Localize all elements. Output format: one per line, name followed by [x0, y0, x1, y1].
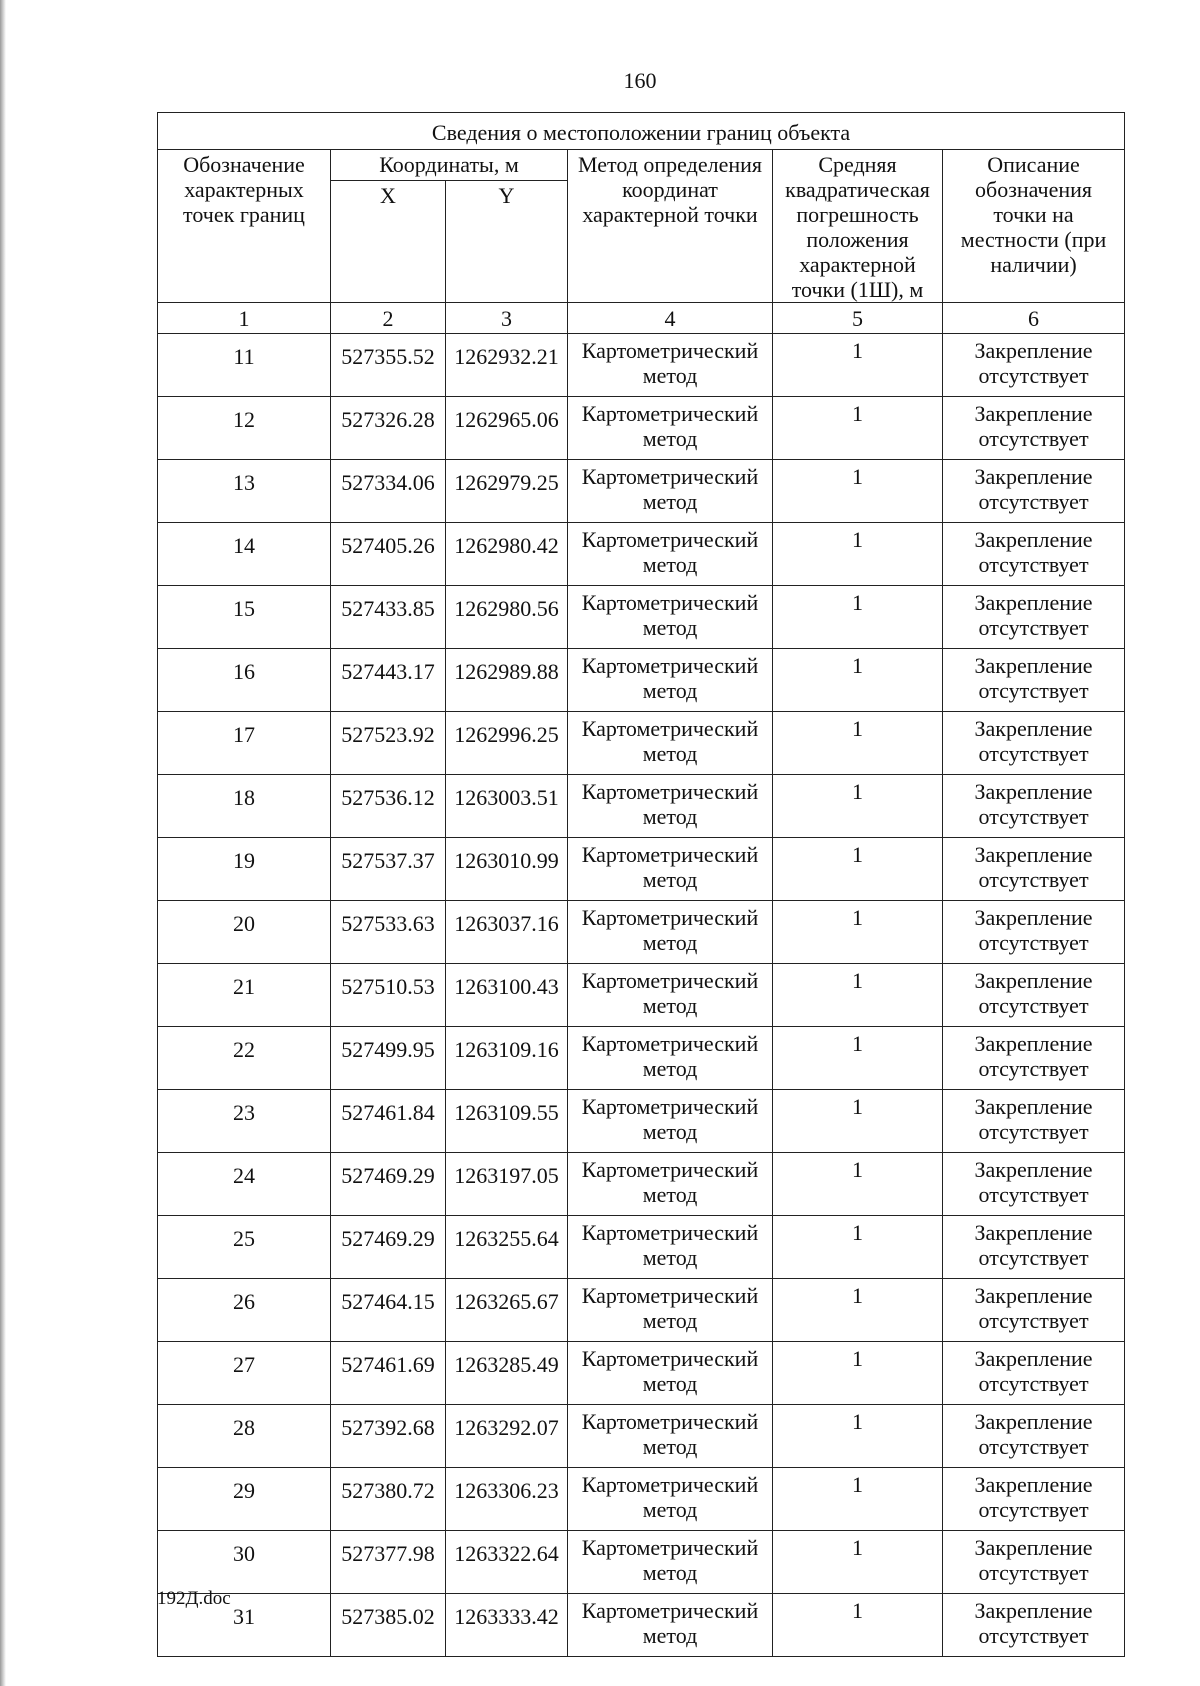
row-y: 1263306.23 — [446, 1468, 568, 1531]
row-y: 1263100.43 — [446, 964, 568, 1027]
row-y: 1263109.55 — [446, 1090, 568, 1153]
row-description: Закрепление отсутствует — [943, 1027, 1125, 1090]
row-y: 1262989.88 — [446, 649, 568, 712]
row-description: Закрепление отсутствует — [943, 1594, 1125, 1657]
row-description: Закрепление отсутствует — [943, 460, 1125, 523]
row-accuracy: 1 — [773, 1216, 943, 1279]
row-y: 1263197.05 — [446, 1153, 568, 1216]
row-x: 527469.29 — [331, 1153, 446, 1216]
row-point: 11 — [158, 334, 331, 397]
row-point: 24 — [158, 1153, 331, 1216]
row-x: 527443.17 — [331, 649, 446, 712]
row-point: 19 — [158, 838, 331, 901]
header-method: Метод определения координат характерной точки — [568, 150, 773, 303]
row-point: 22 — [158, 1027, 331, 1090]
table-body — [158, 334, 1125, 1657]
row-method: Картометрический метод — [568, 649, 773, 712]
table-row — [158, 1090, 1125, 1153]
row-point: 17 — [158, 712, 331, 775]
header-accuracy: Средняя квадратическая погрешность положения характерной точки (1Ш), м — [773, 150, 943, 303]
row-description: Закрепление отсутствует — [943, 586, 1125, 649]
table-row — [158, 712, 1125, 775]
table-row — [158, 838, 1125, 901]
row-point: 13 — [158, 460, 331, 523]
row-method: Картометрический метод — [568, 1342, 773, 1405]
table-row — [158, 1216, 1125, 1279]
table-row — [158, 334, 1125, 397]
column-number: 1 — [158, 303, 331, 334]
row-point: 16 — [158, 649, 331, 712]
row-x: 527469.29 — [331, 1216, 446, 1279]
row-method: Картометрический метод — [568, 334, 773, 397]
row-x: 527405.26 — [331, 523, 446, 586]
row-y: 1263322.64 — [446, 1531, 568, 1594]
row-method: Картометрический метод — [568, 964, 773, 1027]
row-accuracy: 1 — [773, 1531, 943, 1594]
row-y: 1262965.06 — [446, 397, 568, 460]
row-point: 15 — [158, 586, 331, 649]
row-y: 1263010.99 — [446, 838, 568, 901]
table-row — [158, 1342, 1125, 1405]
row-accuracy: 1 — [773, 649, 943, 712]
row-y: 1262980.56 — [446, 586, 568, 649]
row-x: 527536.12 — [331, 775, 446, 838]
row-description: Закрепление отсутствует — [943, 334, 1125, 397]
row-method: Картометрический метод — [568, 1153, 773, 1216]
row-x: 527392.68 — [331, 1405, 446, 1468]
row-accuracy: 1 — [773, 334, 943, 397]
row-method: Картометрический метод — [568, 1594, 773, 1657]
row-description: Закрепление отсутствует — [943, 1468, 1125, 1531]
row-accuracy: 1 — [773, 1468, 943, 1531]
row-x: 527499.95 — [331, 1027, 446, 1090]
row-point: 29 — [158, 1468, 331, 1531]
footer-filename: 192Д.doc — [157, 1588, 231, 1609]
row-y: 1263265.67 — [446, 1279, 568, 1342]
column-number: 4 — [568, 303, 773, 334]
row-y: 1263037.16 — [446, 901, 568, 964]
header-x: X — [331, 181, 446, 303]
table-row — [158, 1027, 1125, 1090]
row-accuracy: 1 — [773, 1594, 943, 1657]
header-point: Обозначение характерных точек границ — [158, 150, 331, 303]
row-accuracy: 1 — [773, 1342, 943, 1405]
row-x: 527355.52 — [331, 334, 446, 397]
row-description: Закрепление отсутствует — [943, 649, 1125, 712]
row-y: 1263003.51 — [446, 775, 568, 838]
row-y: 1263292.07 — [446, 1405, 568, 1468]
row-point: 31 — [158, 1594, 331, 1657]
row-method: Картометрический метод — [568, 901, 773, 964]
row-point: 23 — [158, 1090, 331, 1153]
row-y: 1263285.49 — [446, 1342, 568, 1405]
row-accuracy: 1 — [773, 1279, 943, 1342]
header-y: Y — [446, 181, 568, 303]
row-description: Закрепление отсутствует — [943, 1405, 1125, 1468]
row-x: 527533.63 — [331, 901, 446, 964]
row-description: Закрепление отсутствует — [943, 1153, 1125, 1216]
table-row — [158, 1279, 1125, 1342]
row-description: Закрепление отсутствует — [943, 901, 1125, 964]
row-x: 527334.06 — [331, 460, 446, 523]
row-accuracy: 1 — [773, 712, 943, 775]
row-description: Закрепление отсутствует — [943, 397, 1125, 460]
row-x: 527380.72 — [331, 1468, 446, 1531]
page-number: 160 — [623, 68, 657, 93]
row-x: 527537.37 — [331, 838, 446, 901]
row-description: Закрепление отсутствует — [943, 1342, 1125, 1405]
table-row — [158, 649, 1125, 712]
row-accuracy: 1 — [773, 1090, 943, 1153]
row-point: 12 — [158, 397, 331, 460]
row-x: 527510.53 — [331, 964, 446, 1027]
row-x: 527377.98 — [331, 1531, 446, 1594]
row-method: Картометрический метод — [568, 1090, 773, 1153]
row-accuracy: 1 — [773, 838, 943, 901]
row-x: 527464.15 — [331, 1279, 446, 1342]
row-description: Закрепление отсутствует — [943, 838, 1125, 901]
row-description: Закрепление отсутствует — [943, 1090, 1125, 1153]
table-caption: Сведения о местоположении границ объекта — [158, 113, 1125, 150]
column-number: 3 — [446, 303, 568, 334]
row-point: 27 — [158, 1342, 331, 1405]
table-row — [158, 1594, 1125, 1657]
row-description: Закрепление отсутствует — [943, 1216, 1125, 1279]
table-row — [158, 460, 1125, 523]
row-description: Закрепление отсутствует — [943, 964, 1125, 1027]
table-row — [158, 586, 1125, 649]
row-point: 20 — [158, 901, 331, 964]
row-x: 527461.69 — [331, 1342, 446, 1405]
row-accuracy: 1 — [773, 775, 943, 838]
row-method: Картометрический метод — [568, 1027, 773, 1090]
row-method: Картометрический метод — [568, 1531, 773, 1594]
row-x: 527461.84 — [331, 1090, 446, 1153]
row-y: 1262996.25 — [446, 712, 568, 775]
column-numbers-row — [158, 303, 1125, 334]
row-accuracy: 1 — [773, 901, 943, 964]
row-method: Картометрический метод — [568, 1279, 773, 1342]
row-y: 1263255.64 — [446, 1216, 568, 1279]
row-x: 527523.92 — [331, 712, 446, 775]
row-x: 527433.85 — [331, 586, 446, 649]
row-x: 527326.28 — [331, 397, 446, 460]
header-coords: Координаты, м — [331, 150, 568, 181]
row-y: 1262980.42 — [446, 523, 568, 586]
row-method: Картометрический метод — [568, 1468, 773, 1531]
row-method: Картометрический метод — [568, 1216, 773, 1279]
table-row — [158, 901, 1125, 964]
table-row — [158, 1405, 1125, 1468]
row-description: Закрепление отсутствует — [943, 712, 1125, 775]
row-method: Картометрический метод — [568, 523, 773, 586]
column-number: 6 — [943, 303, 1125, 334]
row-description: Закрепление отсутствует — [943, 775, 1125, 838]
boundary-points-table — [157, 112, 1125, 1657]
row-method: Картометрический метод — [568, 712, 773, 775]
column-number: 5 — [773, 303, 943, 334]
row-point: 26 — [158, 1279, 331, 1342]
table-row — [158, 523, 1125, 586]
row-accuracy: 1 — [773, 460, 943, 523]
row-point: 14 — [158, 523, 331, 586]
row-accuracy: 1 — [773, 397, 943, 460]
row-accuracy: 1 — [773, 964, 943, 1027]
row-description: Закрепление отсутствует — [943, 1279, 1125, 1342]
row-method: Картометрический метод — [568, 586, 773, 649]
table-row — [158, 1468, 1125, 1531]
row-x: 527385.02 — [331, 1594, 446, 1657]
row-description: Закрепление отсутствует — [943, 1531, 1125, 1594]
row-y: 1262979.25 — [446, 460, 568, 523]
row-accuracy: 1 — [773, 586, 943, 649]
row-point: 25 — [158, 1216, 331, 1279]
row-y: 1263109.16 — [446, 1027, 568, 1090]
table-row — [158, 775, 1125, 838]
row-method: Картометрический метод — [568, 1405, 773, 1468]
row-y: 1263333.42 — [446, 1594, 568, 1657]
row-method: Картометрический метод — [568, 397, 773, 460]
row-y: 1262932.21 — [446, 334, 568, 397]
row-accuracy: 1 — [773, 1405, 943, 1468]
table-row — [158, 1153, 1125, 1216]
row-method: Картометрический метод — [568, 775, 773, 838]
row-point: 28 — [158, 1405, 331, 1468]
header-description: Описание обозначения точки на местности (при наличии) — [943, 150, 1125, 303]
table-row — [158, 397, 1125, 460]
table-row — [158, 1531, 1125, 1594]
row-accuracy: 1 — [773, 1153, 943, 1216]
row-point: 18 — [158, 775, 331, 838]
row-method: Картометрический метод — [568, 838, 773, 901]
row-method: Картометрический метод — [568, 460, 773, 523]
row-description: Закрепление отсутствует — [943, 523, 1125, 586]
row-accuracy: 1 — [773, 1027, 943, 1090]
table-row — [158, 964, 1125, 1027]
row-point: 30 — [158, 1531, 331, 1594]
scanned-page-edge — [0, 0, 6, 1686]
column-number: 2 — [331, 303, 446, 334]
row-point: 21 — [158, 964, 331, 1027]
row-accuracy: 1 — [773, 523, 943, 586]
